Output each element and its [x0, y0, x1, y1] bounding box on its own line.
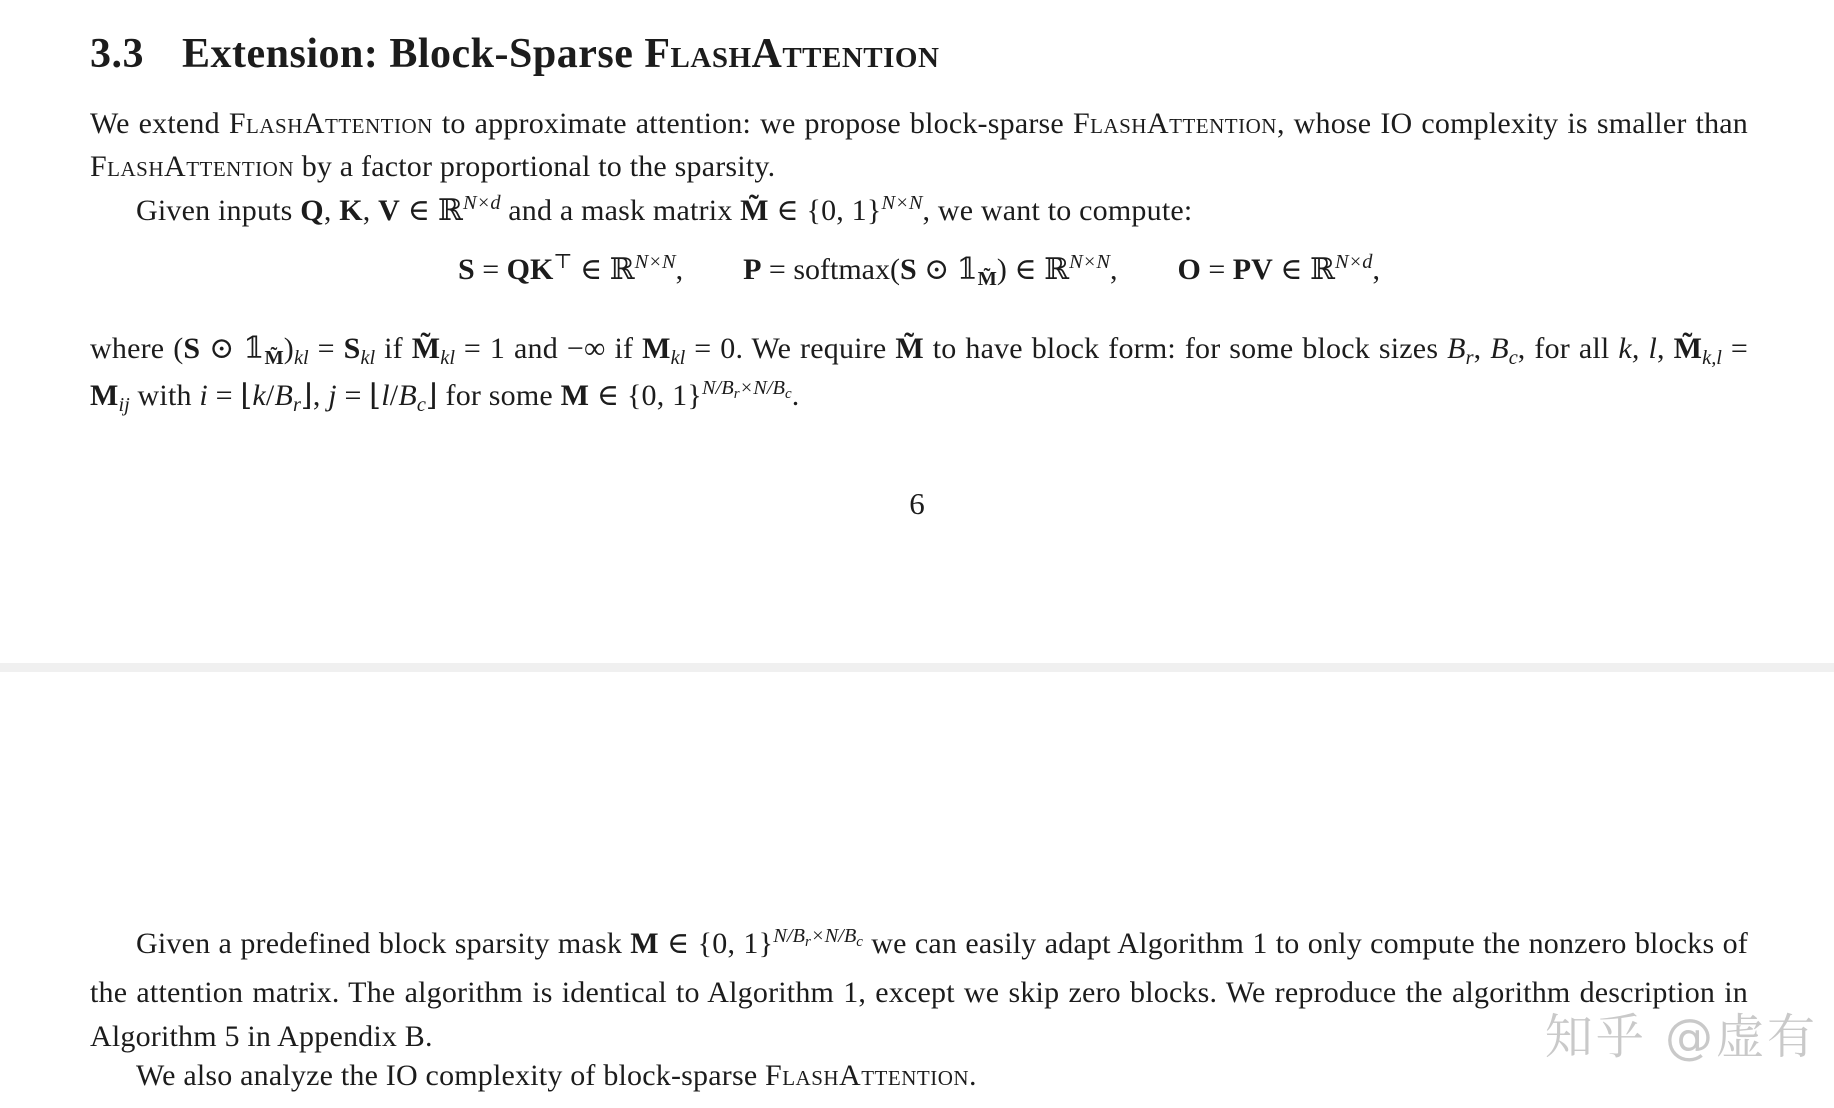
section-title: Extension: Block-Sparse FlashAttention — [182, 31, 940, 77]
equation-attention-definitions: S = QK⊤ ∈ ℝ$^{N\times N}$, P = softmax(S ⊙ 𝟙M̃) ∈ ℝ$^{N\times N}$, O = PV ∈ ℝ$^{N\times d}$, — [458, 251, 1380, 290]
zhihu-watermark: 知乎 @虚有 — [1544, 1009, 1818, 1065]
section-heading — [90, 30, 1744, 78]
paragraph-io-complexity: We also analyze the IO complexity of block-sparse FlashAttention. — [136, 1059, 977, 1092]
paragraph-extension-intro: We extend FlashAttention to approximate attention: we propose block-sparse FlashAttention, whose IO complexity is smaller than FlashAttention by a factor proportional to the sparsity. — [90, 107, 1748, 183]
paragraph-given-inputs: Given inputs Q, K, V ∈ ℝ$^{N\times d}$ and a mask matrix M̃ ∈ {0, 1}$^{N\times N}$, we want to compute: — [136, 192, 1193, 227]
section-number: 3.3 — [90, 31, 144, 77]
paragraph-block-form: where (S ⊙ 𝟙M̃)kl = Skl if M̃kl = 1 and −∞ if Mkl = 0. We require M̃ to have block form: for some block sizes Br, Bc, for all k, l, M̃k,l = Mij with i = ⌊k/Br⌋, j = ⌊l/Bc⌋ for some M ∈ {0, 1}$^{N/Br\times N/Bc}$. — [90, 332, 1748, 416]
paragraph-block-sparsity-mask: Given a predefined block sparsity mask M ∈ {0, 1}$^{N/Br\times N/Bc}$ we can easily adapt Algorithm 1 to only compute the nonzero blocks of the attention matrix. The algorithm is identical to Algorithm 1, except we skip zero blocks. We reproduce the algorithm description in Algorithm 5 in Appendix B. — [90, 925, 1749, 1053]
page-break-separator — [0, 663, 1834, 672]
page-number: 6 — [909, 486, 925, 521]
